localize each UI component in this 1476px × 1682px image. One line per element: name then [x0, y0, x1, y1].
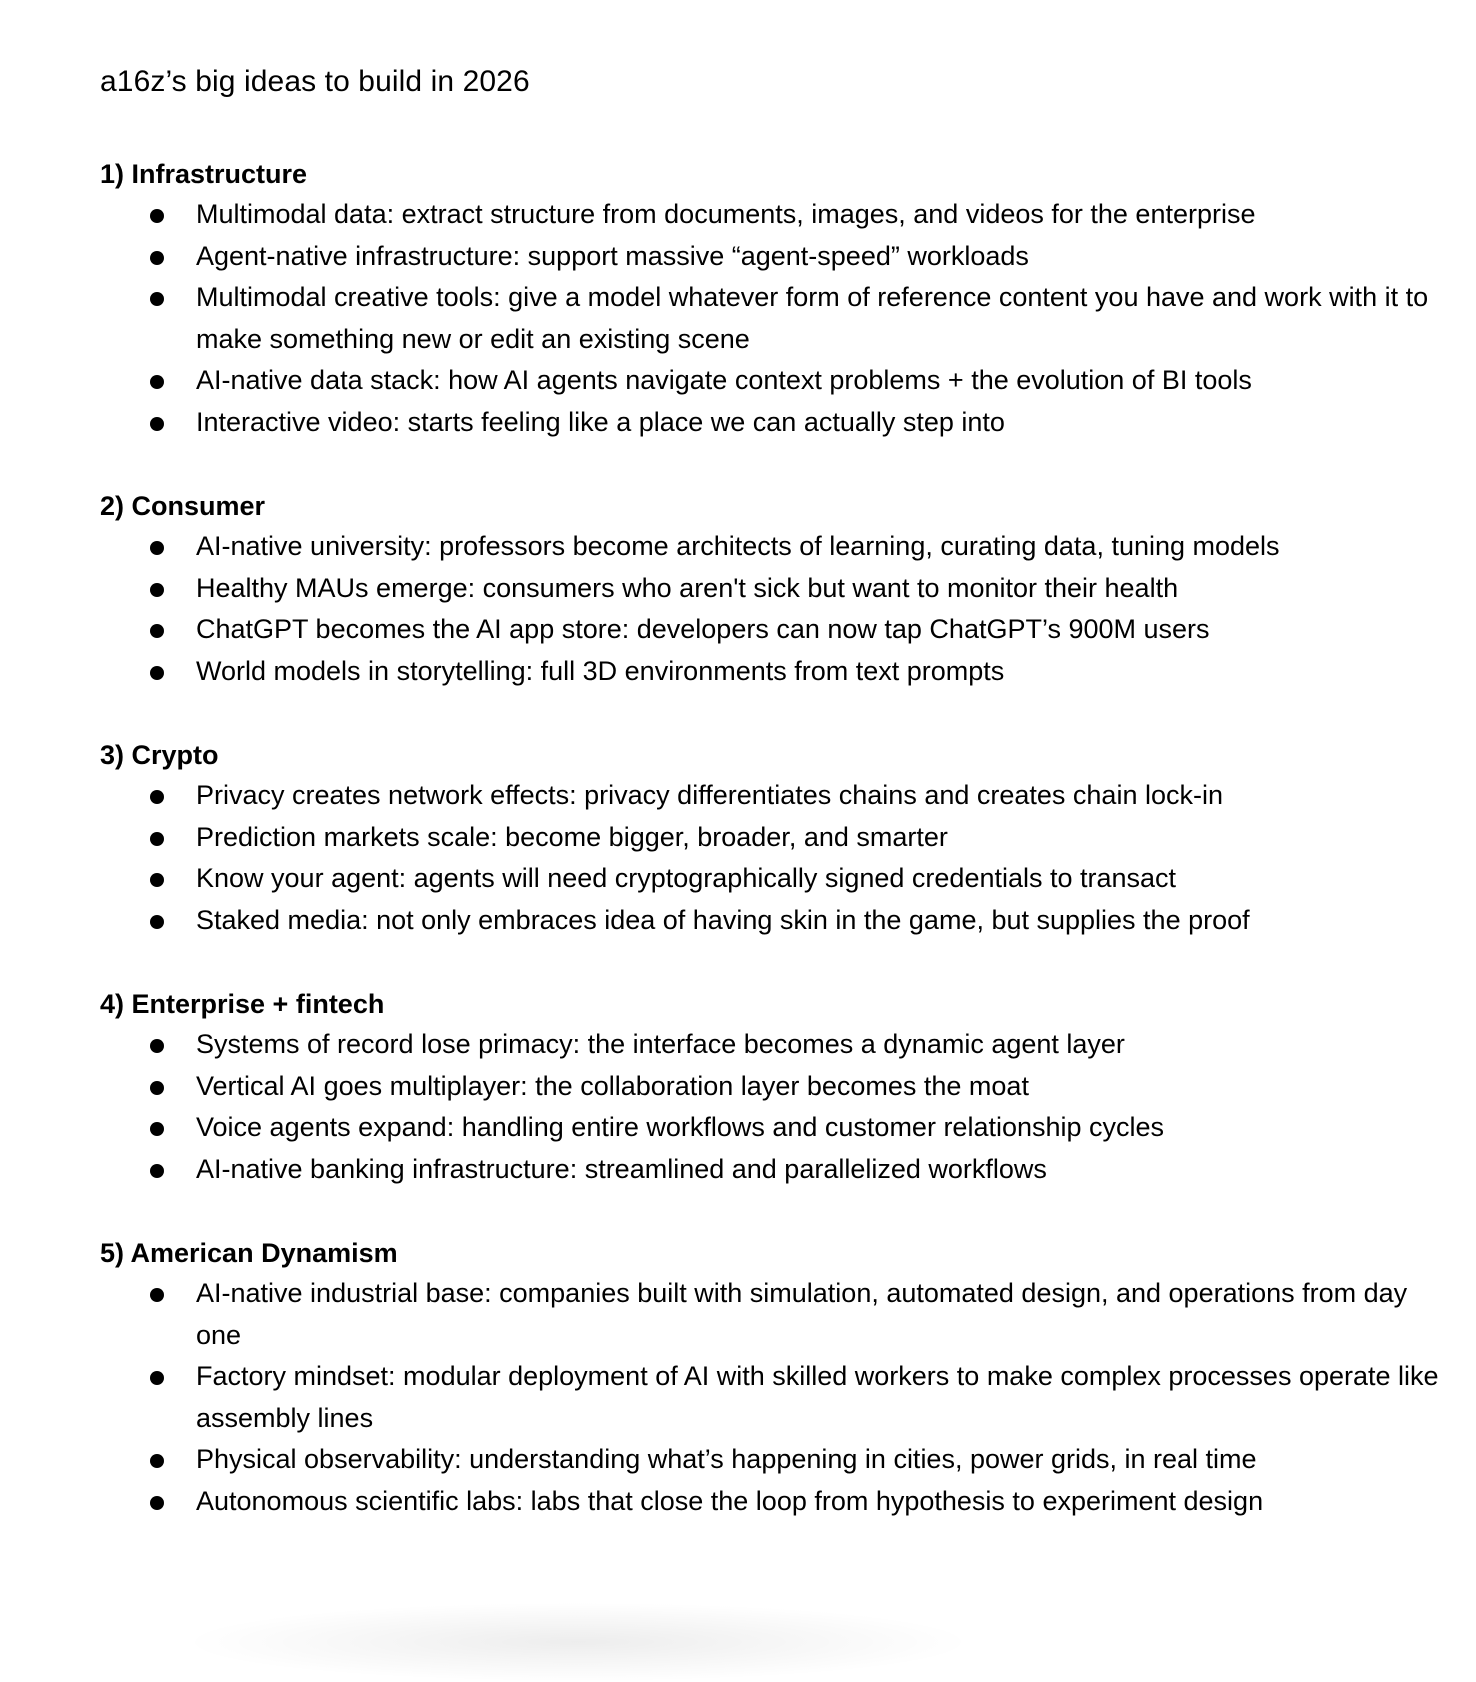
- list-item: [100, 360, 1440, 402]
- bullet-list: [100, 1024, 1440, 1190]
- bullet-icon: [150, 790, 164, 804]
- bullet-icon: [150, 583, 164, 597]
- document-title: a16z’s big ideas to build in 2026: [100, 65, 530, 98]
- bullet-icon: [150, 1288, 164, 1302]
- list-item-text: Voice agents expand: handling entire workflows and customer relationship cycles: [196, 1112, 1165, 1142]
- list-item: [100, 775, 1440, 817]
- section-heading: 1) Infrastructure: [100, 159, 308, 189]
- list-item-text: Factory mindset: modular deployment of AI with skilled workers to make complex processes operate like assembly lines: [196, 1361, 1439, 1433]
- list-item: [100, 1356, 1440, 1439]
- section-american-dynamism: [100, 1233, 1440, 1522]
- bullet-icon: [150, 1122, 164, 1136]
- list-item: [100, 1149, 1440, 1191]
- list-item: [100, 526, 1440, 568]
- section-heading: 4) Enterprise + fintech: [100, 989, 385, 1019]
- list-item-text: Agent-native infrastructure: support massive “agent-speed” workloads: [196, 240, 1029, 271]
- bullet-list: [100, 775, 1440, 941]
- bullet-list: [100, 194, 1440, 443]
- list-item: [100, 568, 1440, 610]
- list-item: [100, 1107, 1440, 1149]
- section-infrastructure: [100, 154, 1440, 443]
- bullet-icon: [150, 624, 164, 638]
- list-item-text: Multimodal creative tools: give a model whatever form of reference content you have and work with it to make something new or edit an existing scene: [196, 282, 1429, 354]
- section-heading: 2) Consumer: [100, 491, 266, 521]
- list-item: [100, 1273, 1440, 1356]
- list-item-text: Autonomous scientific labs: labs that close the loop from hypothesis to experiment design: [196, 1485, 1264, 1516]
- list-item-text: Vertical AI goes multiplayer: the collaboration layer becomes the moat: [196, 1070, 1029, 1101]
- list-item: [100, 194, 1440, 236]
- bullet-icon: [150, 292, 164, 306]
- list-item: [100, 900, 1440, 942]
- section-enterprise-fintech: [100, 984, 1440, 1190]
- list-item: [100, 609, 1440, 651]
- list-item-text: AI-native data stack: how AI agents navigate context problems + the evolution of BI tools: [196, 365, 1252, 395]
- bullet-list: [100, 1273, 1440, 1522]
- list-item: [100, 1066, 1440, 1108]
- list-item: [100, 817, 1440, 859]
- bullet-icon: [150, 1454, 164, 1468]
- list-item-text: ChatGPT becomes the AI app store: developers can now tap ChatGPT’s 900M users: [196, 614, 1210, 644]
- document-page: [100, 62, 1440, 1565]
- section-crypto: [100, 735, 1440, 941]
- bullet-list: [100, 526, 1440, 692]
- list-item: [100, 1481, 1440, 1523]
- list-item: [100, 277, 1440, 360]
- list-item-text: Multimodal data: extract structure from documents, images, and videos for the enterprise: [196, 199, 1256, 229]
- list-item-text: Interactive video: starts feeling like a place we can actually step into: [196, 406, 1005, 437]
- list-item-text: Physical observability: understanding what’s happening in cities, power grids, in real time: [196, 1444, 1257, 1474]
- bullet-icon: [150, 1081, 164, 1095]
- bullet-icon: [150, 1164, 164, 1178]
- list-item: [100, 651, 1440, 693]
- bullet-icon: [150, 873, 164, 887]
- bullet-icon: [150, 541, 164, 555]
- list-item-text: Privacy creates network effects: privacy differentiates chains and creates chain lock-in: [196, 780, 1223, 810]
- list-item: [100, 236, 1440, 278]
- section-heading: 5) American Dynamism: [100, 1238, 398, 1268]
- page-bottom-shadow: [180, 1602, 976, 1682]
- list-item: [100, 858, 1440, 900]
- list-item-text: Systems of record lose primacy: the interface becomes a dynamic agent layer: [196, 1029, 1125, 1059]
- list-item: [100, 402, 1440, 444]
- bullet-icon: [150, 251, 164, 265]
- list-item-text: World models in storytelling: full 3D environments from text prompts: [196, 655, 1005, 686]
- list-item-text: AI-native industrial base: companies built with simulation, automated design, and operations from day one: [196, 1278, 1408, 1350]
- bullet-icon: [150, 417, 164, 431]
- list-item-text: AI-native university: professors become architects of learning, curating data, tuning models: [196, 531, 1280, 561]
- bullet-icon: [150, 832, 164, 846]
- bullet-icon: [150, 915, 164, 929]
- list-item: [100, 1439, 1440, 1481]
- list-item-text: Know your agent: agents will need cryptographically signed credentials to transact: [196, 863, 1177, 893]
- bullet-icon: [150, 209, 164, 223]
- list-item-text: Prediction markets scale: become bigger, broader, and smarter: [196, 821, 948, 852]
- bullet-icon: [150, 666, 164, 680]
- section-consumer: [100, 486, 1440, 692]
- list-item-text: AI-native banking infrastructure: streamlined and parallelized workflows: [196, 1153, 1047, 1184]
- bullet-icon: [150, 375, 164, 389]
- bullet-icon: [150, 1496, 164, 1510]
- list-item-text: Staked media: not only embraces idea of having skin in the game, but supplies the proof: [196, 904, 1250, 935]
- list-item-text: Healthy MAUs emerge: consumers who aren't sick but want to monitor their health: [196, 572, 1179, 603]
- bullet-icon: [150, 1371, 164, 1385]
- section-heading: 3) Crypto: [100, 740, 219, 770]
- bullet-icon: [150, 1039, 164, 1053]
- list-item: [100, 1024, 1440, 1066]
